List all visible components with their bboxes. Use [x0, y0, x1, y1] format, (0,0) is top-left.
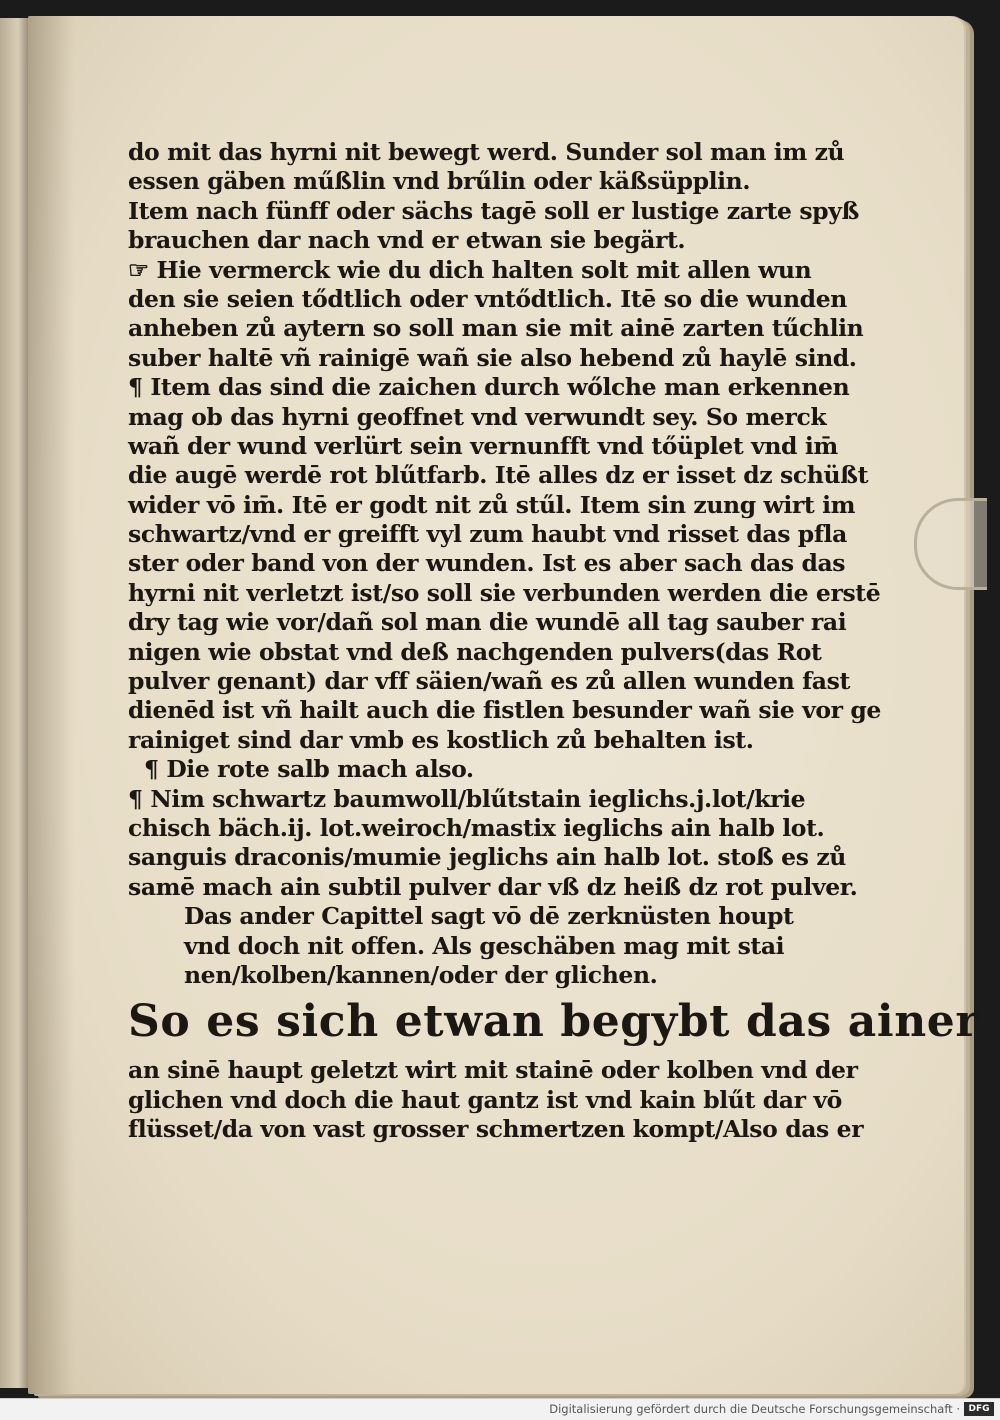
text-line: ☞ Hie vermerck wie du dich halten solt mit allen wun: [128, 255, 812, 284]
chapter-title-line: nen/kolben/kannen/oder der glichen.: [184, 960, 658, 989]
recipe-line: chisch bäch.ij. lot.weiroch/mastix ieglichs ain halb lot.: [128, 813, 825, 842]
text-line: rainiget sind dar vmb es kostlich zů behalten ist.: [128, 725, 754, 754]
text-line: anheben zů aytern so soll man sie mit ainē zarten tűchlin: [128, 314, 864, 343]
text-line: essen gäben műßlin vnd brűlin oder käßsüpplin.: [128, 167, 751, 196]
text-line: schwartz/vnd er greifft vyl zum haubt vnd risset das pfla: [128, 520, 847, 549]
text-line: suber haltē vñ rainigē wañ sie also hebend zů haylē sind.: [128, 343, 857, 372]
text-line: wañ der wund verlürt sein vernunfft vnd tőüplet vnd im̄: [128, 431, 838, 460]
chapter-title-line: vnd doch nit offen. Als geschäben mag mit stai: [184, 931, 785, 960]
text-line: dry tag wie vor/dañ sol man die wundē all tag sauber rai: [128, 608, 847, 637]
chapter-opening-line: So es sich etwan begybt das ainer: [128, 996, 980, 1048]
footer-bar: [0, 1398, 1000, 1420]
recipe-heading: ¶ Die rote salb mach also.: [144, 755, 474, 784]
page-text-block: [128, 138, 980, 1145]
left-page-edge: [0, 18, 30, 1388]
text-line: do mit das hyrni nit bewegt werd. Sunder sol man im zů: [128, 138, 845, 166]
text-line: mag ob das hyrni geoffnet vnd verwundt sey. So merck: [128, 402, 827, 431]
recipe-line: sanguis draconis/mumie jeglichs ain halb lot. stoß es zů: [128, 843, 846, 872]
text-line: hyrni nit verletzt ist/so soll sie verbunden werden die erstē: [128, 578, 881, 607]
dfg-logo-icon: DFG: [964, 1402, 994, 1416]
text-line: wider vō im̄. Itē er godt nit zů stűl. Item sin zung wirt im: [128, 490, 856, 519]
text-line: ¶ Item das sind die zaichen durch wőlche man erkennen: [128, 373, 850, 402]
text-line: brauchen dar nach vnd er etwan sie begärt.: [128, 226, 686, 255]
text-line: Item nach fünff oder sächs tagē soll er lustige zarte spyß: [128, 196, 859, 225]
funding-credit: Digitalisierung gefördert durch die Deutsche Forschungsgemeinschaft ·: [549, 1402, 960, 1416]
text-line: nigen wie obstat vnd deß nachgenden pulvers(das Rot: [128, 637, 822, 666]
recipe-line: ¶ Nim schwartz baumwoll/blűtstain ieglichs.j.lot/krie: [128, 784, 806, 813]
text-line: an sinē haupt geletzt wirt mit stainē oder kolben vnd der: [128, 1056, 858, 1085]
text-line: die augē werdē rot blűtfarb. Itē alles dz er isset dz schüßt: [128, 461, 869, 490]
text-line: pulver genant) dar vff säien/wañ es zů allen wunden fast: [128, 667, 850, 696]
text-line: dienēd ist vñ hailt auch die fistlen besunder wañ sie vor ge: [128, 696, 881, 725]
recipe-line: samē mach ain subtil pulver dar vß dz heiß dz rot pulver.: [128, 872, 858, 901]
text-line: ster oder band von der wunden. Ist es aber sach das das: [128, 549, 846, 578]
text-line: glichen vnd doch die haut gantz ist vnd kain blűt dar vō: [128, 1085, 842, 1114]
text-line: den sie seien tődtlich oder vntődtlich. Itē so die wunden: [128, 284, 847, 313]
chapter-title-line: Das ander Capittel sagt vō dē zerknüsten houpt: [184, 902, 794, 931]
text-line: flüsset/da von vast grosser schmertzen kompt/Also das er: [128, 1115, 864, 1144]
page-gutter-shadow: [28, 16, 74, 1394]
